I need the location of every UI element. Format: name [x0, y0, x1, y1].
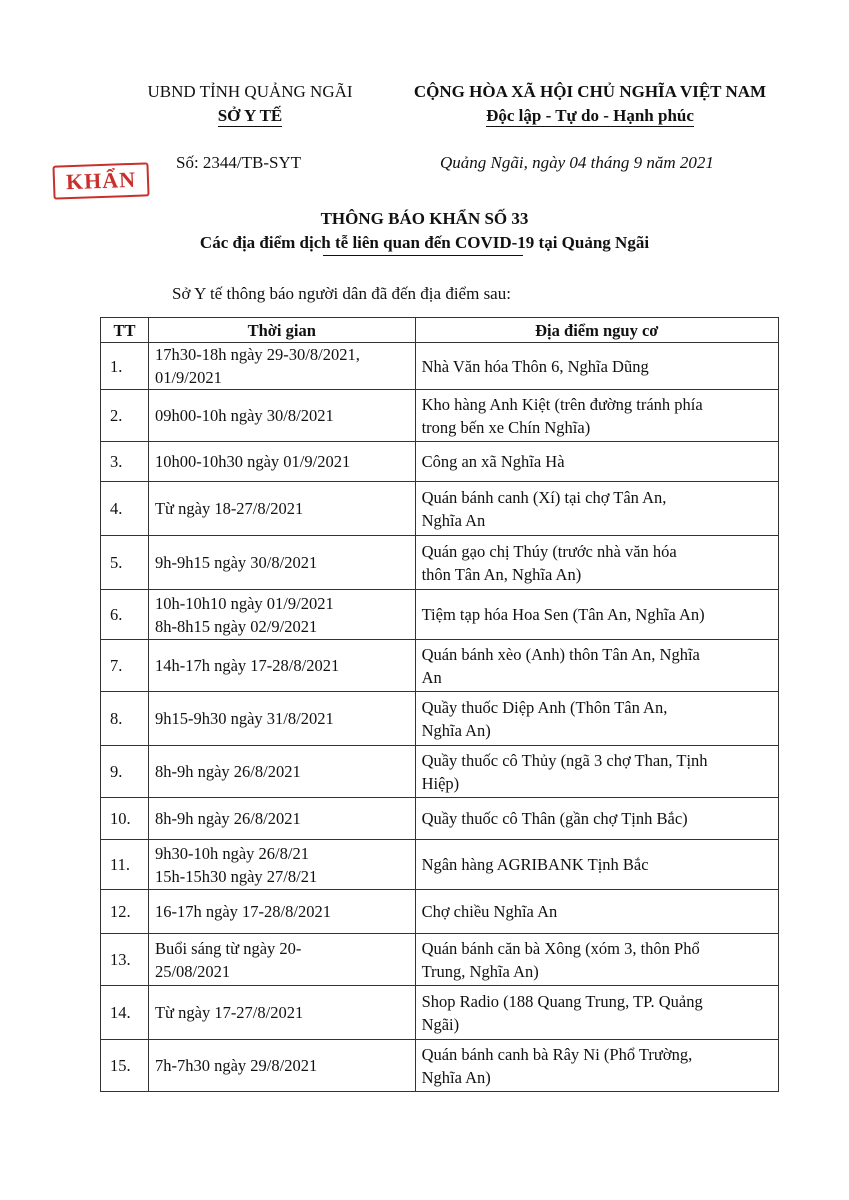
location-line: Tiệm tạp hóa Hoa Sen (Tân An, Nghĩa An)	[421, 605, 705, 624]
row-time	[148, 798, 415, 840]
table-row	[101, 482, 779, 536]
location-line: Nghĩa An)	[421, 720, 491, 740]
table-row	[101, 442, 779, 482]
time-line: 7h-7h30 ngày 29/8/2021	[154, 1056, 318, 1075]
row-number: 12.	[101, 890, 149, 934]
table-row	[101, 798, 779, 840]
table-row	[101, 536, 779, 590]
row-number: 6.	[101, 590, 149, 640]
row-number: 3.	[101, 442, 149, 482]
location-line: Nghĩa An	[421, 510, 486, 530]
location-line: Ngãi)	[421, 1014, 460, 1034]
table-row	[101, 640, 779, 692]
row-number: 7.	[101, 640, 149, 692]
row-location	[415, 536, 778, 590]
location-line: Quán bánh xèo (Anh) thôn Tân An, Nghĩa	[421, 644, 700, 664]
location-line: Nghĩa An)	[421, 1067, 491, 1087]
row-time	[148, 536, 415, 590]
row-number: 11.	[101, 840, 149, 890]
time-line: 09h00-10h ngày 30/8/2021	[154, 406, 334, 425]
time-line: Buổi sáng từ ngày 20-	[154, 938, 302, 958]
row-number: 5.	[101, 536, 149, 590]
header-time: Thời gian	[148, 318, 415, 343]
row-number: 9.	[101, 746, 149, 798]
table-row	[101, 1040, 779, 1092]
location-line: Trung, Nghĩa An)	[421, 961, 539, 981]
row-time	[148, 890, 415, 934]
time-line: 10h00-10h30 ngày 01/9/2021	[154, 452, 351, 471]
table-header-row	[101, 318, 779, 343]
table-row	[101, 986, 779, 1040]
time-line: 9h-9h15 ngày 30/8/2021	[154, 553, 318, 572]
time-line: 9h30-10h ngày 26/8/21	[154, 843, 309, 863]
row-time	[148, 986, 415, 1040]
row-location	[415, 442, 778, 482]
row-time	[148, 934, 415, 986]
row-time	[148, 590, 415, 640]
row-time	[148, 1040, 415, 1092]
location-line: Chợ chiều Nghĩa An	[421, 902, 558, 921]
row-number: 1.	[101, 343, 149, 390]
table-row	[101, 343, 779, 390]
row-location	[415, 390, 778, 442]
table-row	[101, 746, 779, 798]
row-number: 4.	[101, 482, 149, 536]
row-number: 8.	[101, 692, 149, 746]
row-time	[148, 442, 415, 482]
row-time	[148, 343, 415, 390]
time-line: 17h30-18h ngày 29-30/8/2021,	[154, 345, 360, 364]
row-location	[415, 986, 778, 1040]
table-row	[101, 692, 779, 746]
location-line: trong bến xe Chín Nghĩa)	[421, 417, 591, 437]
row-time	[148, 482, 415, 536]
title-divider	[323, 255, 523, 256]
place-and-date: Quảng Ngãi, ngày 04 tháng 9 năm 2021	[440, 153, 714, 172]
national-motto: Độc lập - Tự do - Hạnh phúc	[486, 106, 694, 125]
table-row	[101, 934, 779, 986]
row-time	[148, 692, 415, 746]
row-number: 14.	[101, 986, 149, 1040]
location-line: Nhà Văn hóa Thôn 6, Nghĩa Dũng	[421, 356, 649, 376]
location-line: Quán bánh canh bà Rây Ni (Phổ Trường,	[421, 1044, 693, 1064]
document-title: THÔNG BÁO KHẨN SỐ 33	[320, 209, 529, 228]
row-time	[148, 390, 415, 442]
row-location	[415, 934, 778, 986]
row-location	[415, 482, 778, 536]
row-number: 13.	[101, 934, 149, 986]
row-location	[415, 640, 778, 692]
location-line: Quầy thuốc cô Thủy (ngã 3 chợ Than, Tịnh	[421, 750, 708, 770]
document-subtitle: Các địa điểm dịch tễ liên quan đến COVID-19 tại Quảng Ngãi	[199, 233, 650, 252]
row-location	[415, 590, 778, 640]
location-line: Ngân hàng AGRIBANK Tịnh Bắc	[421, 855, 649, 874]
time-line: 8h-8h15 ngày 02/9/2021	[154, 616, 318, 636]
province-committee: UBND TỈNH QUẢNG NGÃI	[147, 82, 353, 101]
row-location	[415, 343, 778, 390]
urgent-stamp: KHẨN	[52, 162, 149, 199]
row-location	[415, 746, 778, 798]
time-line: 8h-9h ngày 26/8/2021	[154, 809, 301, 828]
document-number: Số: 2344/TB-SYT	[176, 153, 302, 172]
row-location	[415, 840, 778, 890]
location-line: Quán bánh canh (Xí) tại chợ Tân An,	[421, 487, 667, 507]
time-line: 15h-15h30 ngày 27/8/21	[154, 866, 318, 886]
time-line: 14h-17h ngày 17-28/8/2021	[154, 656, 340, 675]
risk-locations-table	[100, 317, 779, 1092]
header-tt: TT	[101, 318, 149, 343]
time-line: 8h-9h ngày 26/8/2021	[154, 762, 301, 781]
row-time	[148, 840, 415, 890]
location-line: Kho hàng Anh Kiệt (trên đường tránh phía	[421, 394, 703, 414]
row-number: 10.	[101, 798, 149, 840]
location-line: thôn Tân An, Nghĩa An)	[421, 564, 582, 584]
time-line: 25/08/2021	[154, 961, 231, 981]
row-time	[148, 640, 415, 692]
location-line: Shop Radio (188 Quang Trung, TP. Quảng	[421, 991, 703, 1011]
location-line: Hiệp)	[421, 773, 460, 793]
department-name: SỞ Y TẾ	[217, 106, 283, 125]
location-line: Quán bánh căn bà Xông (xóm 3, thôn Phổ	[421, 938, 700, 958]
row-location	[415, 1040, 778, 1092]
time-line: 16-17h ngày 17-28/8/2021	[154, 902, 331, 921]
table-row	[101, 390, 779, 442]
row-time	[148, 746, 415, 798]
nation-name: CỘNG HÒA XÃ HỘI CHỦ NGHĨA VIỆT NAM	[413, 82, 767, 101]
table-row	[101, 840, 779, 890]
table-row	[101, 890, 779, 934]
row-number: 15.	[101, 1040, 149, 1092]
table-row	[101, 590, 779, 640]
location-line: An	[421, 667, 442, 687]
row-location	[415, 890, 778, 934]
location-line: Quầy thuốc cô Thân (gần chợ Tịnh Bắc)	[421, 809, 688, 828]
row-location	[415, 692, 778, 746]
header-location: Địa điểm nguy cơ	[415, 318, 778, 343]
time-line: 10h-10h10 ngày 01/9/2021	[154, 593, 334, 613]
issuing-organization	[136, 80, 364, 128]
row-number: 2.	[101, 390, 149, 442]
time-line: 01/9/2021	[154, 368, 222, 387]
location-line: Công an xã Nghĩa Hà	[421, 452, 565, 471]
location-line: Quán gạo chị Thúy (trước nhà văn hóa	[421, 541, 677, 561]
location-line: Quầy thuốc Diệp Anh (Thôn Tân An,	[421, 697, 668, 717]
row-location	[415, 798, 778, 840]
time-line: Từ ngày 18-27/8/2021	[154, 499, 304, 518]
time-line: Từ ngày 17-27/8/2021	[154, 1003, 304, 1022]
intro-paragraph: Sở Y tế thông báo người dân đã đến địa điểm sau:	[172, 284, 511, 303]
national-header	[393, 80, 787, 128]
time-line: 9h15-9h30 ngày 31/8/2021	[154, 709, 334, 728]
